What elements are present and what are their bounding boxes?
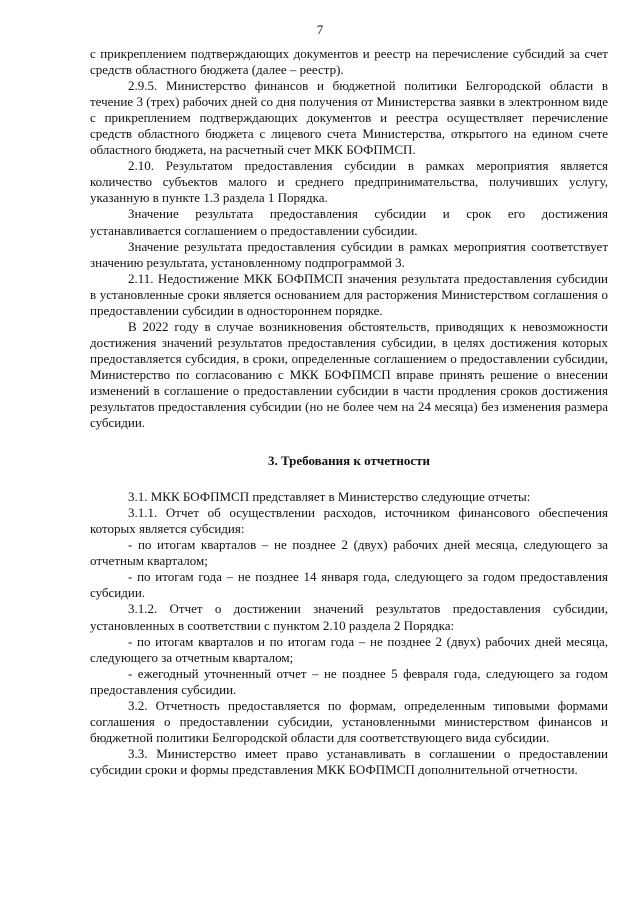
paragraph-3-1: 3.1. МКК БОФПМСП представляет в Министерство следующие отчеты:	[128, 489, 531, 505]
paragraph-2-11: 2.11. Недостижение МКК БОФПМСП значения результата предоставления субсидии в установленные сроки является основанием для расторжения Министерством соглашения о предоставлении субсидии в одностороннем порядке.	[90, 270, 608, 318]
paragraph-3-2: 3.2. Отчетность предоставляется по формам, определенным типовыми формами соглашения о предоставлении субсидии, установленными министерством финансов и бюджетной политики Белгородской области для соответствующего вида субсидии.	[90, 697, 608, 745]
paragraph-3-1-1: 3.1.1. Отчет об осуществлении расходов, источником финансового обеспечения которых является субсидия:	[90, 505, 608, 537]
paragraph-2-9-5: 2.9.5. Министерство финансов и бюджетной политики Белгородской области в течение 3 (трех) рабочих дней со дня получения от Министерства заявки в электронном виде с прикреплением подтверждающих документов и реестра осуществляет перечисление средств областного бюджета с лицевого счета Министерства, открытого на едином счете областного бюджета, на расчетный счет МКК БОФПМСП.	[90, 78, 608, 158]
list-item-quarterly: - по итогам кварталов – не позднее 2 (двух) рабочих дней месяца, следующего за отчетным кварталом;	[90, 537, 608, 569]
list-item-annual-refined: - ежегодный уточненный отчет – не позднее 5 февраля года, следующего за годом предоставления субсидии.	[90, 665, 608, 697]
list-item-yearly: - по итогам года – не позднее 14 января года, следующего за годом предоставления субсидии.	[90, 569, 608, 601]
paragraph-2-10: 2.10. Результатом предоставления субсидии в рамках мероприятия является количество субъектов малого и среднего предпринимательства, получивших услугу, указанную в пункте 1.3 раздела 1 Порядка.	[90, 158, 608, 206]
document-body	[90, 46, 608, 778]
paragraph-result-value: Значение результата предоставления субсидии и срок его достижения устанавливается соглашением о предоставлении субсидии.	[90, 206, 608, 238]
section-3-title: 3. Требования к отчетности	[267, 453, 431, 469]
page-number: 7	[316, 22, 324, 37]
paragraph-continuation: с прикреплением подтверждающих документов и реестр на перечисление субсидий за счет средств областного бюджета (далее – реестр).	[90, 46, 608, 78]
list-item-quarterly-yearly: - по итогам кварталов и по итогам года – не позднее 2 (двух) рабочих дней месяца, следующего за отчетным кварталом;	[90, 633, 608, 665]
paragraph-3-3: 3.3. Министерство имеет право устанавливать в соглашении о предоставлении субсидии сроки и формы представления МКК БОФПМСП дополнительной отчетности.	[90, 745, 608, 777]
paragraph-result-subprogram: Значение результата предоставления субсидии в рамках мероприятия соответствует значению результата, установленному подпрограммой 3.	[90, 238, 608, 270]
paragraph-2022: В 2022 году в случае возникновения обстоятельств, приводящих к невозможности достижения значений результатов предоставления субсидии, в целях достижения которых предоставляется субсидия, в сроки, определенные соглашением о предоставлении субсидии, Министерство по согласованию с МКК БОФПМСП вправе принять решение о внесении изменений в соглашение о предоставлении субсидии в части продления сроков достижения результатов предоставления субсидии (но не более чем на 24 месяца) без изменения размера субсидии.	[90, 318, 608, 431]
paragraph-3-1-2: 3.1.2. Отчет о достижении значений результатов предоставления субсидии, установленных в соответствии с пунктом 2.10 раздела 2 Порядка:	[90, 601, 608, 633]
